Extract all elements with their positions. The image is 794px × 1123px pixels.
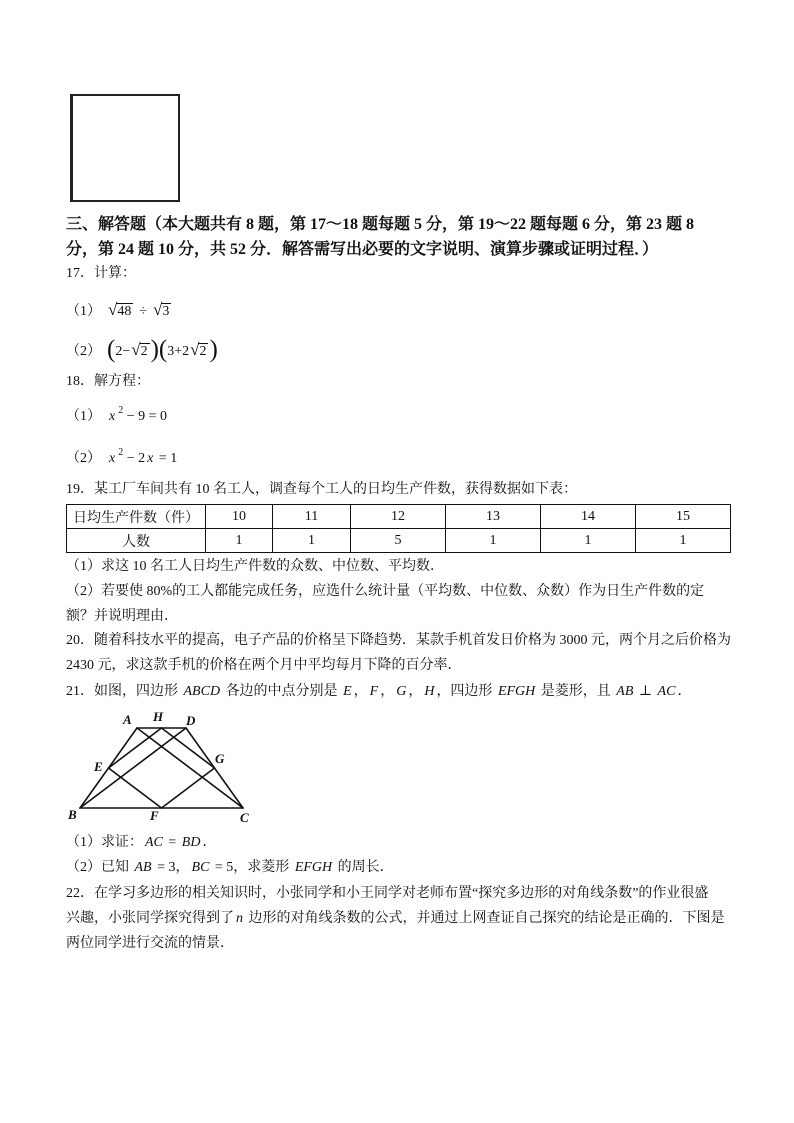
stem-text: ． bbox=[677, 684, 692, 699]
sqrt-expression bbox=[108, 298, 133, 324]
table-header-cell: 10 bbox=[206, 505, 273, 529]
blank-answer-box bbox=[70, 94, 180, 202]
right-paren: ) bbox=[209, 336, 218, 363]
q18-part-2 bbox=[66, 449, 177, 469]
label-a: A bbox=[123, 712, 132, 727]
exponent: 2 bbox=[118, 405, 124, 416]
radicand: 2 bbox=[199, 344, 207, 359]
factor-1-prefix: 2− bbox=[115, 344, 131, 359]
label-f: F bbox=[150, 808, 159, 823]
table-cell: 1 bbox=[446, 529, 541, 553]
math-var: ABCD bbox=[183, 684, 221, 699]
q17-part-1 bbox=[66, 298, 172, 322]
radicand: 2 bbox=[140, 344, 148, 359]
table-header-cell: 13 bbox=[446, 505, 541, 529]
q21-stem bbox=[66, 682, 691, 702]
left-paren: ( bbox=[158, 336, 168, 363]
sqrt-expression bbox=[190, 337, 208, 365]
radical-sign: √ bbox=[153, 300, 163, 319]
math-var: G bbox=[396, 684, 407, 699]
table-cell: 1 bbox=[636, 529, 731, 553]
table-header-cell: 日均生产件数（件） bbox=[67, 505, 206, 529]
quadrilateral-figure bbox=[60, 705, 260, 830]
stem-text: ， bbox=[408, 684, 423, 699]
stem-text: 是菱形，且 bbox=[537, 684, 615, 699]
radical-sign: √ bbox=[131, 340, 141, 359]
production-table bbox=[66, 504, 731, 553]
label-g: G bbox=[215, 751, 225, 766]
math-var: AB bbox=[616, 684, 634, 699]
label-d: D bbox=[186, 713, 196, 728]
rhombus-side-hg bbox=[162, 728, 215, 768]
label-b: B bbox=[68, 807, 77, 822]
part-text: 的周长． bbox=[334, 860, 394, 875]
line-text: 兴趣，小张同学探究得到了 bbox=[66, 911, 234, 926]
stem-text: ，四边形 bbox=[436, 684, 496, 699]
exponent: 2 bbox=[118, 447, 124, 458]
factor-2-prefix: 3+2 bbox=[167, 344, 190, 359]
part-text: （1）求证： bbox=[66, 835, 143, 850]
table-cell: 5 bbox=[351, 529, 446, 553]
part-text: = bbox=[164, 835, 180, 850]
radicand: 3 bbox=[162, 304, 170, 319]
math-var: BD bbox=[181, 835, 201, 850]
stem-text: 21．如图，四边形 bbox=[66, 684, 182, 699]
math-var: F bbox=[369, 684, 379, 699]
table-cell: 1 bbox=[541, 529, 636, 553]
q21-part-2 bbox=[66, 858, 394, 878]
label-e: E bbox=[94, 759, 103, 774]
radicand: 48 bbox=[117, 304, 132, 319]
table-row bbox=[67, 505, 731, 529]
label-h: H bbox=[153, 709, 164, 724]
line-text: 边形的对角线条数的公式，并通过上网查证自己探究的结论是正确的．下图是 bbox=[245, 911, 725, 926]
section-heading-line-2: 分，第 24 题 10 分，共 52 分．解答需写出必要的文字说明、演算步骤或证明过程．） bbox=[66, 241, 659, 258]
section-heading-line-1: 三、解答题（本大题共有 8 题，第 17～18 题每题 5 分，第 19～22 题每题 6 分，第 23 题 8 bbox=[66, 216, 695, 233]
q20-line-2: 2430 元，求这款手机的价格在两个月中平均每月下降的百分率． bbox=[66, 658, 462, 673]
q19-stem: 19．某工厂车间共有 10 名工人，调查每个工人的日均生产件数，获得数据如下表： bbox=[66, 482, 577, 497]
part-text: = 3， bbox=[153, 860, 190, 875]
variable-x: x bbox=[109, 409, 116, 424]
q22-line-3: 两位同学进行交流的情景． bbox=[66, 936, 234, 951]
q19-part-1: （1）求这 10 名工人日均生产件数的众数、中位数、平均数． bbox=[66, 559, 444, 574]
equation-rest: − 9 = 0 bbox=[123, 409, 168, 424]
rhombus-side-eh bbox=[109, 728, 162, 768]
q19-part-2-line-1: （2）若要使 80%的工人都能完成任务，应选什么统计量（平均数、中位数、众数）作为日生产件数的定 bbox=[66, 584, 705, 599]
equation-middle: − 2 bbox=[123, 451, 146, 466]
q22-line-2 bbox=[66, 909, 725, 929]
table-header-cell: 14 bbox=[541, 505, 636, 529]
stem-text: ， bbox=[380, 684, 395, 699]
stem-text: ， bbox=[353, 684, 368, 699]
q17-title: 17．计算： bbox=[66, 266, 136, 281]
part-text: ． bbox=[202, 835, 217, 850]
sqrt-expression bbox=[131, 337, 149, 365]
q18-part-1 bbox=[66, 407, 167, 427]
q21-part-1 bbox=[66, 833, 216, 853]
math-var: AB bbox=[134, 860, 152, 875]
label-c: C bbox=[240, 810, 249, 825]
part-label: （1） bbox=[66, 409, 101, 424]
sqrt-expression bbox=[153, 298, 171, 324]
table-header-cell: 12 bbox=[351, 505, 446, 529]
equation-rest: = 1 bbox=[155, 451, 178, 466]
rhombus-side-gf bbox=[162, 768, 215, 808]
diagonal-ac bbox=[137, 728, 243, 808]
part-label: （2） bbox=[66, 344, 101, 359]
variable-x: x bbox=[147, 451, 154, 466]
part-label: （1） bbox=[66, 304, 101, 319]
table-header-cell: 11 bbox=[273, 505, 351, 529]
right-paren: ) bbox=[150, 336, 159, 363]
q17-part-2 bbox=[66, 335, 218, 361]
divide-operator: ÷ bbox=[139, 304, 148, 319]
math-var: EFGH bbox=[294, 860, 333, 875]
radical-sign: √ bbox=[108, 300, 118, 319]
q19-part-2-line-2: 额？并说明理由． bbox=[66, 609, 178, 624]
part-text: （2）已知 bbox=[66, 860, 133, 875]
radical-sign: √ bbox=[190, 340, 200, 359]
rhombus-side-fe bbox=[109, 768, 162, 808]
table-cell: 1 bbox=[206, 529, 273, 553]
math-var: n bbox=[236, 911, 243, 926]
q18-title: 18．解方程： bbox=[66, 374, 150, 389]
math-var: BC bbox=[191, 860, 210, 875]
left-paren: ( bbox=[107, 336, 116, 363]
table-header-cell: 15 bbox=[636, 505, 731, 529]
q20-line-1: 20．随着科技水平的提高，电子产品的价格呈下降趋势．某款手机首发日价格为 3000 元，两个月之后价格为 bbox=[66, 633, 731, 648]
math-var: H bbox=[424, 684, 435, 699]
table-cell: 1 bbox=[273, 529, 351, 553]
q22-line-1: 22．在学习多边形的相关知识时，小张同学和小王同学对老师布置“探究多边形的对角线条数”的作业很盛 bbox=[66, 886, 709, 901]
variable-x: x bbox=[109, 451, 116, 466]
part-text: = 5，求菱形 bbox=[211, 860, 293, 875]
stem-text: 各边的中点分别是 bbox=[222, 684, 342, 699]
math-var: AC bbox=[657, 684, 676, 699]
math-var: E bbox=[343, 684, 352, 699]
part-label: （2） bbox=[66, 451, 101, 466]
table-cell: 人数 bbox=[67, 529, 206, 553]
table-row bbox=[67, 529, 731, 553]
stem-text: ⊥ bbox=[635, 684, 656, 699]
math-var: AC bbox=[145, 835, 163, 850]
figure-lines bbox=[80, 728, 243, 808]
math-var: EFGH bbox=[497, 684, 536, 699]
